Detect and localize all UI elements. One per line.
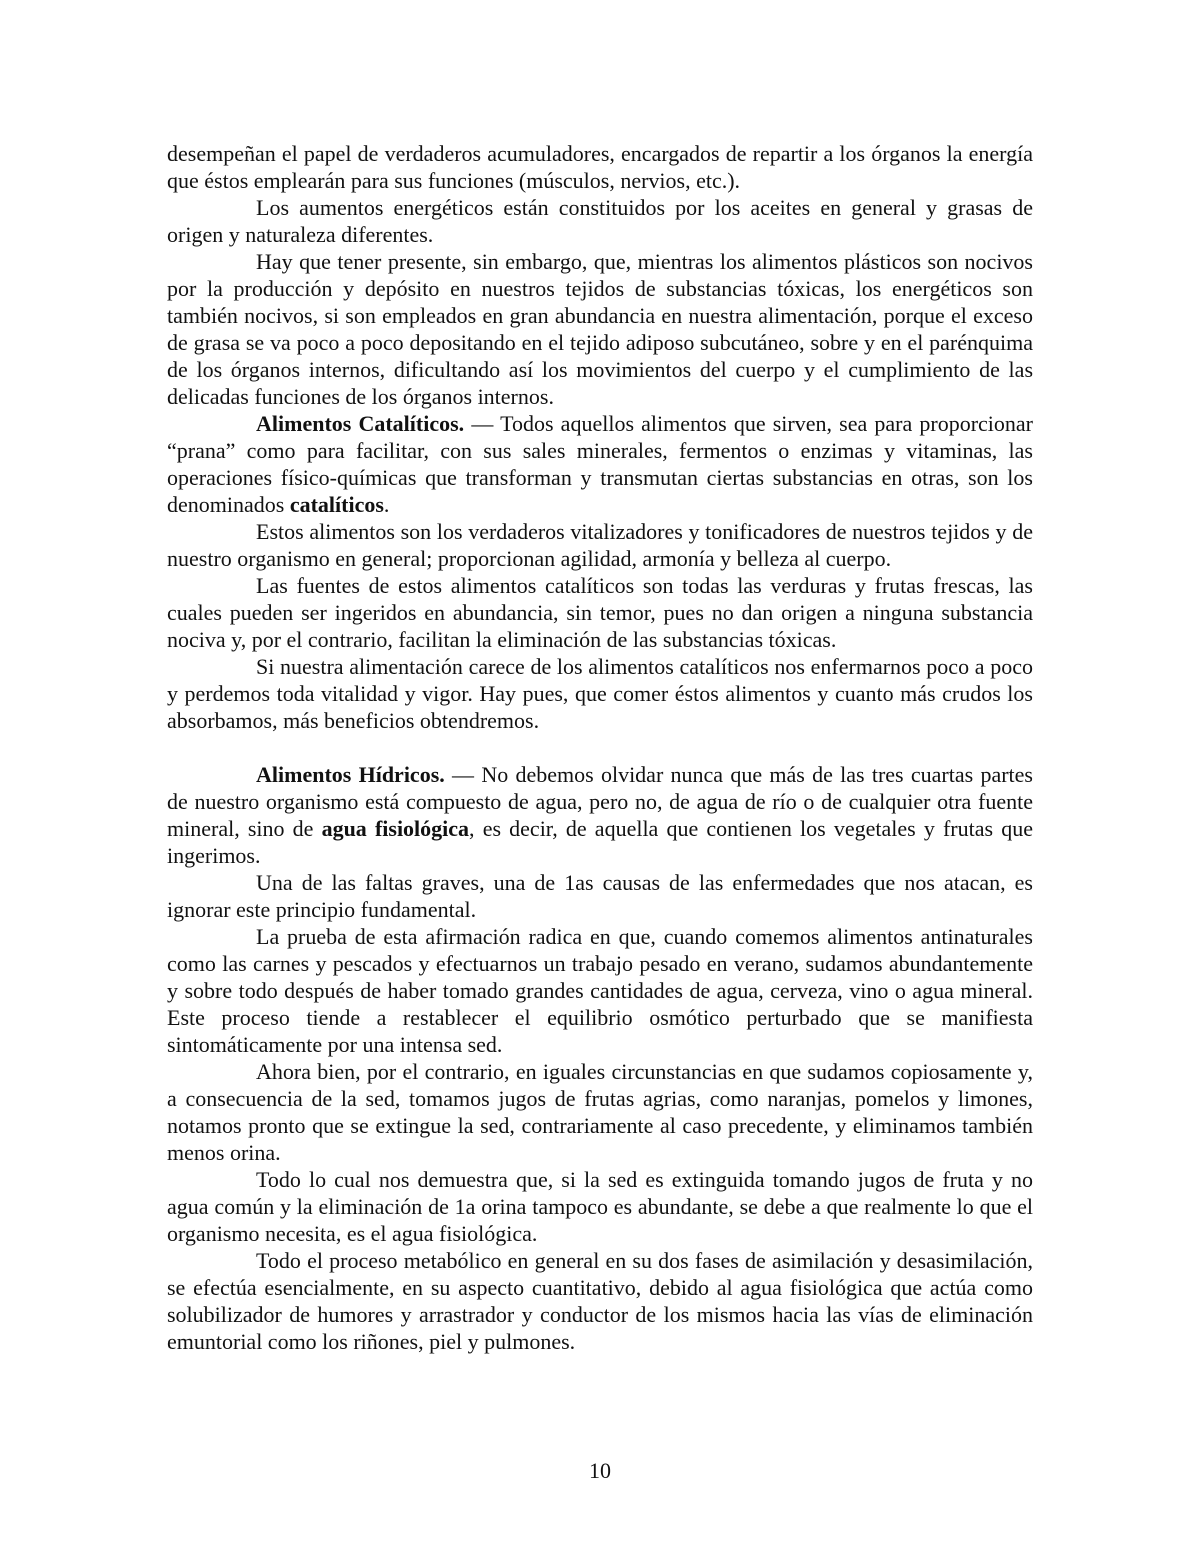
heading-catalytic: Alimentos Catalíticos. [256, 411, 465, 436]
term-physiological-water: agua fisiológica [321, 816, 470, 841]
paragraph-hydric-metabolism: Todo el proceso metabólico en general en su dos fases de asimilación y desasimilación, se efectúa esencialmente, en su aspecto cuantitativo, debido al agua fisiológica que actúa como solubilizador de humores y arrastrador y conductor de los mismos hacia las vías de eliminación emuntorial como los riñones, piel y pulmones. [167, 1248, 1033, 1354]
catalytic-text-a: — Todos aquellos alimentos que sirven, sea para proporcionar “prana” como para facilitar, con sus sales minerales, fermentos o enzimas y vitaminas, las operaciones físico-químicas que transforman y transmutan ciertas substancias en otras, son los denominados [167, 411, 1033, 517]
paragraph-hydric-conclusion: Todo lo cual nos demuestra que, si la sed es extinguida tomando jugos de fruta y no agua común y la eliminación de 1a orina tampoco es abundante, se debe a que realmente lo que el organismo necesita, es el agua fisiológica. [167, 1167, 1033, 1246]
paragraph-hydric-contrast: Ahora bien, por el contrario, en iguales circunstancias en que sudamos copiosamente y, a consecuencia de la sed, tomamos jugos de frutas agrias, como naranjas, pomelos y limones, notamos pronto que se extingue la sed, contrariamente al caso precedente, y eliminamos también menos orina. [167, 1059, 1033, 1165]
paragraph-catalytic-lack: Si nuestra alimentación carece de los alimentos catalíticos nos enfermarnos poco a poco y perdemos toda vitalidad y vigor. Hay pues, que comer éstos alimentos y cuanto más crudos los absorbamos, más beneficios obtendremos. [167, 654, 1033, 733]
paragraph-energy-sources: Los aumentos energéticos están constituidos por los aceites en general y grasas de origen y naturaleza diferentes. [167, 195, 1033, 247]
paragraph-catalytic-sources: Las fuentes de estos alimentos catalíticos son todas las verduras y frutas frescas, las cuales pueden ser ingeridos en abundancia, sin temor, pues no dan origen a ninguna substancia nociva y, por el contrario, facilitan la eliminación de las substancias tóxicas. [167, 573, 1033, 652]
page-body [167, 140, 1033, 1355]
paragraph-continuation: desempeñan el papel de verdaderos acumuladores, encargados de repartir a los órganos la energía que éstos emplearán para sus funciones (músculos, nervios, etc.). [167, 141, 1033, 193]
catalytic-text-b: . [383, 492, 390, 517]
hydric-text-b: , es decir, de aquella que contienen los vegetales y frutas que ingerimos. [167, 816, 1033, 868]
paragraph-hydric-fault: Una de las faltas graves, una de 1as causas de las enfermedades que nos atacan, es ignorar este principio fundamental. [167, 870, 1033, 922]
term-catalytic: catalíticos [289, 492, 384, 517]
hydric-text-a: — No debemos olvidar nunca que más de las tres cuartas partes de nuestro organismo está compuesto de agua, pero no, de agua de río o de cualquier otra fuente mineral, sino de [167, 762, 1033, 841]
paragraph-hydric-intro [167, 761, 1033, 869]
heading-hydric: Alimentos Hídricos. [256, 762, 445, 787]
paragraph-hydric-proof: La prueba de esta afirmación radica en que, cuando comemos alimentos antinaturales como las carnes y pescados y efectuarnos un trabajo pesado en verano, sudamos abundantemente y sobre todo después de haber tomado grandes cantidades de agua, cerveza, vino o agua mineral. Este proceso tiende a restablecer el equilibrio osmótico perturbado que se manifiesta sintomáticamente por una intensa sed. [167, 924, 1033, 1057]
paragraph-energy-harm: Hay que tener presente, sin embargo, que, mientras los alimentos plásticos son nocivos por la producción y depósito en nuestros tejidos de substancias tóxicas, los energéticos son también nocivos, si son empleados en gran abundancia en nuestra alimentación, porque el exceso de grasa se va poco a poco depositando en el tejido adiposo subcutáneo, sobre y en el parénquima de los órganos internos, dificultando así los movimientos del cuerpo y el cumplimiento de las delicadas funciones de los órganos internos. [167, 249, 1033, 409]
page-number: 10 [589, 1458, 611, 1483]
paragraph-catalytic-benefits: Estos alimentos son los verdaderos vitalizadores y tonificadores de nuestros tejidos y de nuestro organismo en general; proporcionan agilidad, armonía y belleza al cuerpo. [167, 519, 1033, 571]
paragraph-catalytic-intro [167, 410, 1033, 518]
